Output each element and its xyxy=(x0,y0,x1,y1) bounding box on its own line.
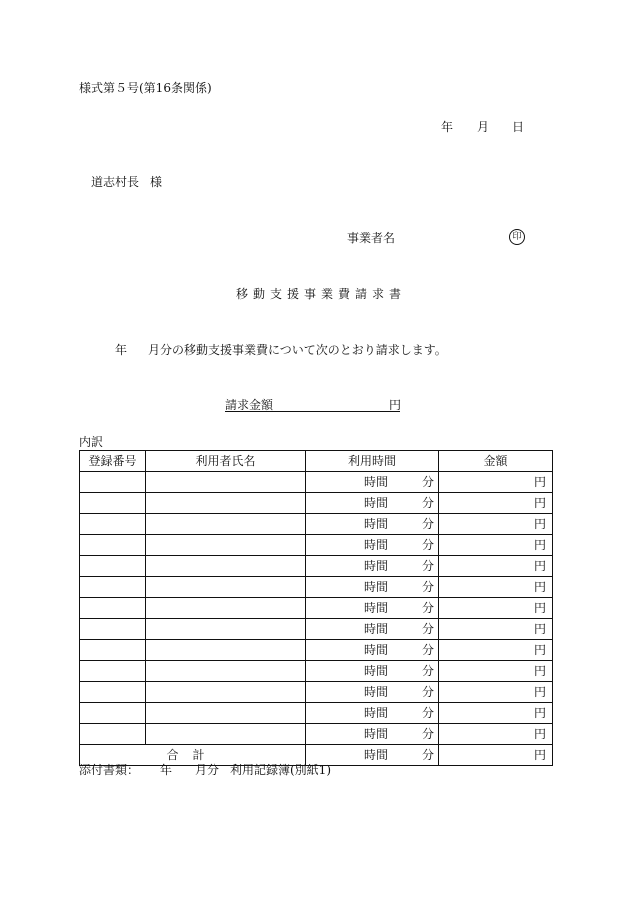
breakdown-label: 内訳 xyxy=(79,435,104,449)
amount-field[interactable] xyxy=(439,577,553,598)
operator-name-label: 事業者名 xyxy=(347,231,396,245)
table-row xyxy=(80,598,553,619)
column-header-registration-number: 登録番号 xyxy=(80,451,146,472)
seal-icon: 印 xyxy=(509,229,525,245)
registration-number-field[interactable] xyxy=(80,682,146,703)
total-label: 合計 xyxy=(80,745,306,766)
yen-unit-label: 円 xyxy=(533,559,546,573)
amount-field[interactable] xyxy=(439,640,553,661)
hours-unit-label: 時間 xyxy=(364,517,389,531)
registration-number-field[interactable] xyxy=(80,556,146,577)
minutes-unit-label: 分 xyxy=(422,580,435,594)
table-row xyxy=(80,493,553,514)
amount-field[interactable] xyxy=(439,724,553,745)
hours-unit-label: 時間 xyxy=(364,685,389,699)
yen-unit-label: 円 xyxy=(533,517,546,531)
usage-time-field[interactable] xyxy=(306,598,439,619)
date-year-label: 年 xyxy=(441,120,454,134)
attachments-label: 添付書類： xyxy=(79,763,140,777)
table-row xyxy=(80,640,553,661)
yen-unit-label: 円 xyxy=(533,496,546,510)
hours-unit-label: 時間 xyxy=(364,601,389,615)
amount-underline xyxy=(225,411,400,412)
table-row xyxy=(80,577,553,598)
amount-field[interactable] xyxy=(439,619,553,640)
minutes-unit-label: 分 xyxy=(422,559,435,573)
minutes-unit-label: 分 xyxy=(422,685,435,699)
usage-time-field[interactable] xyxy=(306,661,439,682)
table-header-row xyxy=(80,451,553,472)
table-row xyxy=(80,703,553,724)
attachments-month-label: 月分 xyxy=(195,763,220,777)
yen-unit-label: 円 xyxy=(533,475,546,489)
registration-number-field[interactable] xyxy=(80,514,146,535)
table-row xyxy=(80,724,553,745)
table-row xyxy=(80,682,553,703)
registration-number-field[interactable] xyxy=(80,703,146,724)
hours-unit-label: 時間 xyxy=(364,475,389,489)
table-row xyxy=(80,556,553,577)
minutes-unit-label: 分 xyxy=(422,622,435,636)
registration-number-field[interactable] xyxy=(80,493,146,514)
hours-unit-label: 時間 xyxy=(364,538,389,552)
table-row xyxy=(80,514,553,535)
document-title: 移動支援事業費請求書 xyxy=(236,287,407,301)
amount-field[interactable] xyxy=(439,493,553,514)
hours-unit-label: 時間 xyxy=(364,727,389,741)
addressee-name: 道志村長 xyxy=(91,175,140,189)
minutes-unit-label: 分 xyxy=(422,538,435,552)
attachments-year-label: 年 xyxy=(160,763,173,777)
user-name-field[interactable] xyxy=(146,724,306,745)
user-name-field[interactable] xyxy=(146,535,306,556)
user-name-field[interactable] xyxy=(146,682,306,703)
user-name-field[interactable] xyxy=(146,556,306,577)
registration-number-field[interactable] xyxy=(80,724,146,745)
hours-unit-label: 時間 xyxy=(364,706,389,720)
registration-number-field[interactable] xyxy=(80,598,146,619)
date-day-label: 日 xyxy=(512,120,525,134)
yen-unit-label: 円 xyxy=(533,685,546,699)
registration-number-field[interactable] xyxy=(80,535,146,556)
user-name-field[interactable] xyxy=(146,661,306,682)
amount-field[interactable] xyxy=(439,556,553,577)
usage-time-field[interactable] xyxy=(306,703,439,724)
user-name-field[interactable] xyxy=(146,640,306,661)
amount-field[interactable] xyxy=(439,472,553,493)
form-number: 様式第５号(第16条関係) xyxy=(79,81,212,95)
hours-unit-label: 時間 xyxy=(364,622,389,636)
usage-time-field[interactable] xyxy=(306,493,439,514)
hours-unit-label: 時間 xyxy=(364,559,389,573)
hours-unit-label: 時間 xyxy=(364,580,389,594)
user-name-field[interactable] xyxy=(146,493,306,514)
user-name-field[interactable] xyxy=(146,598,306,619)
user-name-field[interactable] xyxy=(146,619,306,640)
user-name-field[interactable] xyxy=(146,472,306,493)
table-row xyxy=(80,619,553,640)
breakdown-table xyxy=(79,450,553,766)
registration-number-field[interactable] xyxy=(80,640,146,661)
hours-unit-label: 時間 xyxy=(364,496,389,510)
column-header-user-name: 利用者氏名 xyxy=(146,451,306,472)
yen-unit-label: 円 xyxy=(533,664,546,678)
registration-number-field[interactable] xyxy=(80,472,146,493)
yen-unit-label: 円 xyxy=(533,538,546,552)
breakdown-body xyxy=(80,472,553,766)
minutes-unit-label: 分 xyxy=(422,496,435,510)
amount-field[interactable] xyxy=(439,703,553,724)
yen-unit-label: 円 xyxy=(533,748,546,762)
addressee-honorific: 様 xyxy=(150,175,163,189)
minutes-unit-label: 分 xyxy=(422,517,435,531)
usage-time-field[interactable] xyxy=(306,556,439,577)
usage-time-field[interactable] xyxy=(306,724,439,745)
amount-field[interactable] xyxy=(439,682,553,703)
usage-time-field[interactable] xyxy=(306,577,439,598)
amount-unit: 円 xyxy=(389,398,402,412)
minutes-unit-label: 分 xyxy=(422,706,435,720)
usage-time-field[interactable] xyxy=(306,682,439,703)
amount-field[interactable] xyxy=(439,598,553,619)
amount-field[interactable] xyxy=(439,661,553,682)
hours-unit-label: 時間 xyxy=(364,748,389,762)
request-year-label: 年 xyxy=(115,343,128,357)
user-name-field[interactable] xyxy=(146,577,306,598)
registration-number-field[interactable] xyxy=(80,577,146,598)
table-row xyxy=(80,535,553,556)
registration-number-field[interactable] xyxy=(80,661,146,682)
minutes-unit-label: 分 xyxy=(422,475,435,489)
yen-unit-label: 円 xyxy=(533,643,546,657)
date-month-label: 月 xyxy=(477,120,490,134)
minutes-unit-label: 分 xyxy=(422,643,435,657)
registration-number-field[interactable] xyxy=(80,619,146,640)
yen-unit-label: 円 xyxy=(533,601,546,615)
amount-field[interactable] xyxy=(439,745,553,766)
column-header-usage-time: 利用時間 xyxy=(306,451,439,472)
yen-unit-label: 円 xyxy=(533,727,546,741)
amount-field[interactable] xyxy=(439,514,553,535)
table-row xyxy=(80,472,553,493)
yen-unit-label: 円 xyxy=(533,580,546,594)
minutes-unit-label: 分 xyxy=(422,664,435,678)
minutes-unit-label: 分 xyxy=(422,601,435,615)
usage-time-field[interactable] xyxy=(306,472,439,493)
usage-time-field[interactable] xyxy=(306,535,439,556)
hours-unit-label: 時間 xyxy=(364,643,389,657)
usage-time-field[interactable] xyxy=(306,640,439,661)
request-statement: 月分の移動支援事業費について次のとおり請求します。 xyxy=(148,343,447,357)
hours-unit-label: 時間 xyxy=(364,664,389,678)
user-name-field[interactable] xyxy=(146,703,306,724)
yen-unit-label: 円 xyxy=(533,622,546,636)
attachments-document: 利用記録簿(別紙1) xyxy=(230,763,331,777)
minutes-unit-label: 分 xyxy=(422,727,435,741)
amount-label: 請求金額 xyxy=(225,398,274,412)
column-header-amount: 金額 xyxy=(439,451,553,472)
user-name-field[interactable] xyxy=(146,514,306,535)
table-row xyxy=(80,661,553,682)
usage-time-field[interactable] xyxy=(306,619,439,640)
minutes-unit-label: 分 xyxy=(422,748,435,762)
usage-time-field[interactable] xyxy=(306,514,439,535)
yen-unit-label: 円 xyxy=(533,706,546,720)
amount-field[interactable] xyxy=(439,535,553,556)
